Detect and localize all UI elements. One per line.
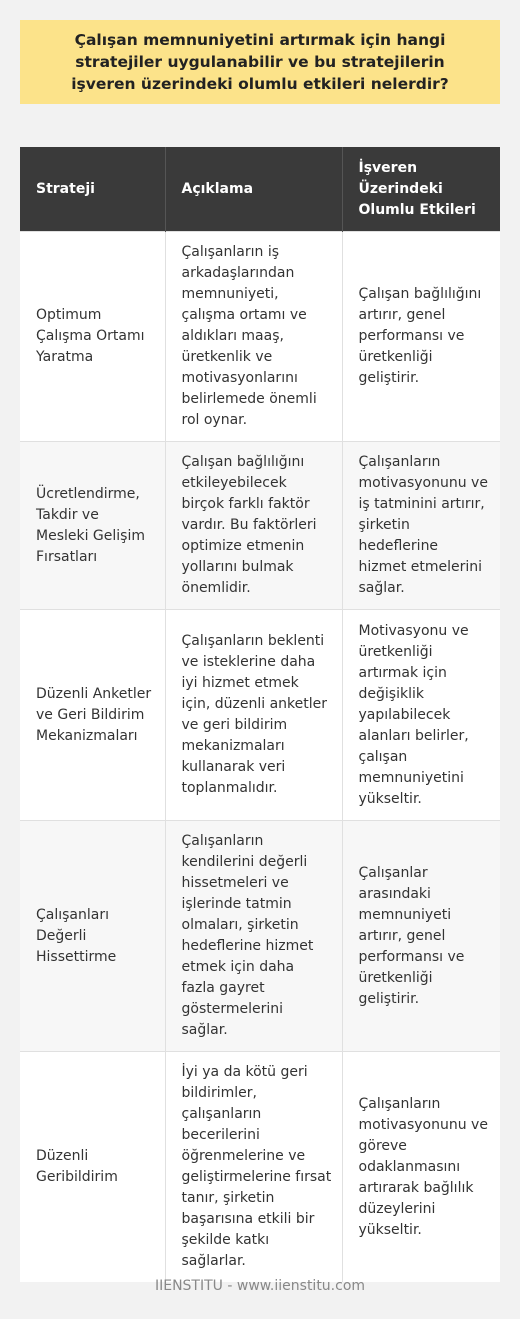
cell-strategy: Çalışanları Değerli Hissettirme [20,821,165,1052]
strategy-table [20,147,500,1282]
cell-description: Çalışanların iş arkadaşlarından memnuniyeti, çalışma ortamı ve aldıkları maaş, üretkenlik ve motivasyonlarını belirlemede önemli rol oynar. [165,232,342,442]
table-row [20,821,500,1052]
cell-description: Çalışanların kendilerini değerli hissetmeleri ve işlerinde tatmin olmaları, şirketin hedeflerine hizmet etmek için daha fazla gayret göstermelerini sağlar. [165,821,342,1052]
table-header-row [20,147,500,232]
cell-description: Çalışanların beklenti ve isteklerine daha iyi hizmet etmek için, düzenli anketler ve geri bildirim mekanizmaları kullanarak veri toplanmalıdır. [165,610,342,821]
cell-effects: Çalışan bağlılığını artırır, genel performansı ve üretkenliği geliştirir. [342,232,500,442]
table-row [20,232,500,442]
cell-effects: Çalışanların motivasyonunu ve göreve odaklanmasını artırarak bağlılık düzeylerini yükseltir. [342,1052,500,1283]
cell-strategy: Düzenli Geribildirim [20,1052,165,1283]
cell-effects: Çalışanlar arasındaki memnuniyeti artırır, genel performansı ve üretkenliği geliştirir. [342,821,500,1052]
table-row [20,1052,500,1283]
title-banner [20,20,500,104]
cell-strategy: Düzenli Anketler ve Geri Bildirim Mekanizmaları [20,610,165,821]
cell-strategy: Ücretlendirme, Takdir ve Mesleki Gelişim Fırsatları [20,442,165,610]
table-row [20,442,500,610]
footer-credit: IIENSTITU - www.iienstitu.com [154,1278,366,1294]
cell-description: Çalışan bağlılığını etkileyebilecek birçok farklı faktör vardır. Bu faktörleri optimize etmenin yollarını bulmak önemlidir. [165,442,342,610]
header-strategy: Strateji [20,147,165,232]
cell-effects: Motivasyonu ve üretkenliği artırmak için değişiklik yapılabilecek alanları belirler, çalışan memnuniyetini yükseltir. [342,610,500,821]
header-description: Açıklama [165,147,342,232]
strategy-table-container [20,147,500,1282]
cell-strategy: Optimum Çalışma Ortamı Yaratma [20,232,165,442]
table-row [20,610,500,821]
page-title: Çalışan memnuniyetini artırmak için hangi stratejiler uygulanabilir ve bu stratejilerin işveren üzerindeki olumlu etkileri nelerdir? [71,31,449,93]
cell-effects: Çalışanların motivasyonunu ve iş tatminini artırır, şirketin hedeflerine hizmet etmelerini sağlar. [342,442,500,610]
cell-description: İyi ya da kötü geri bildirimler, çalışanların becerilerini öğrenmelerine ve geliştirmelerine fırsat tanır, şirketin başarısına etkili bir şekilde katkı sağlarlar. [165,1052,342,1283]
header-effects: İşveren Üzerindeki Olumlu Etkileri [342,147,500,232]
